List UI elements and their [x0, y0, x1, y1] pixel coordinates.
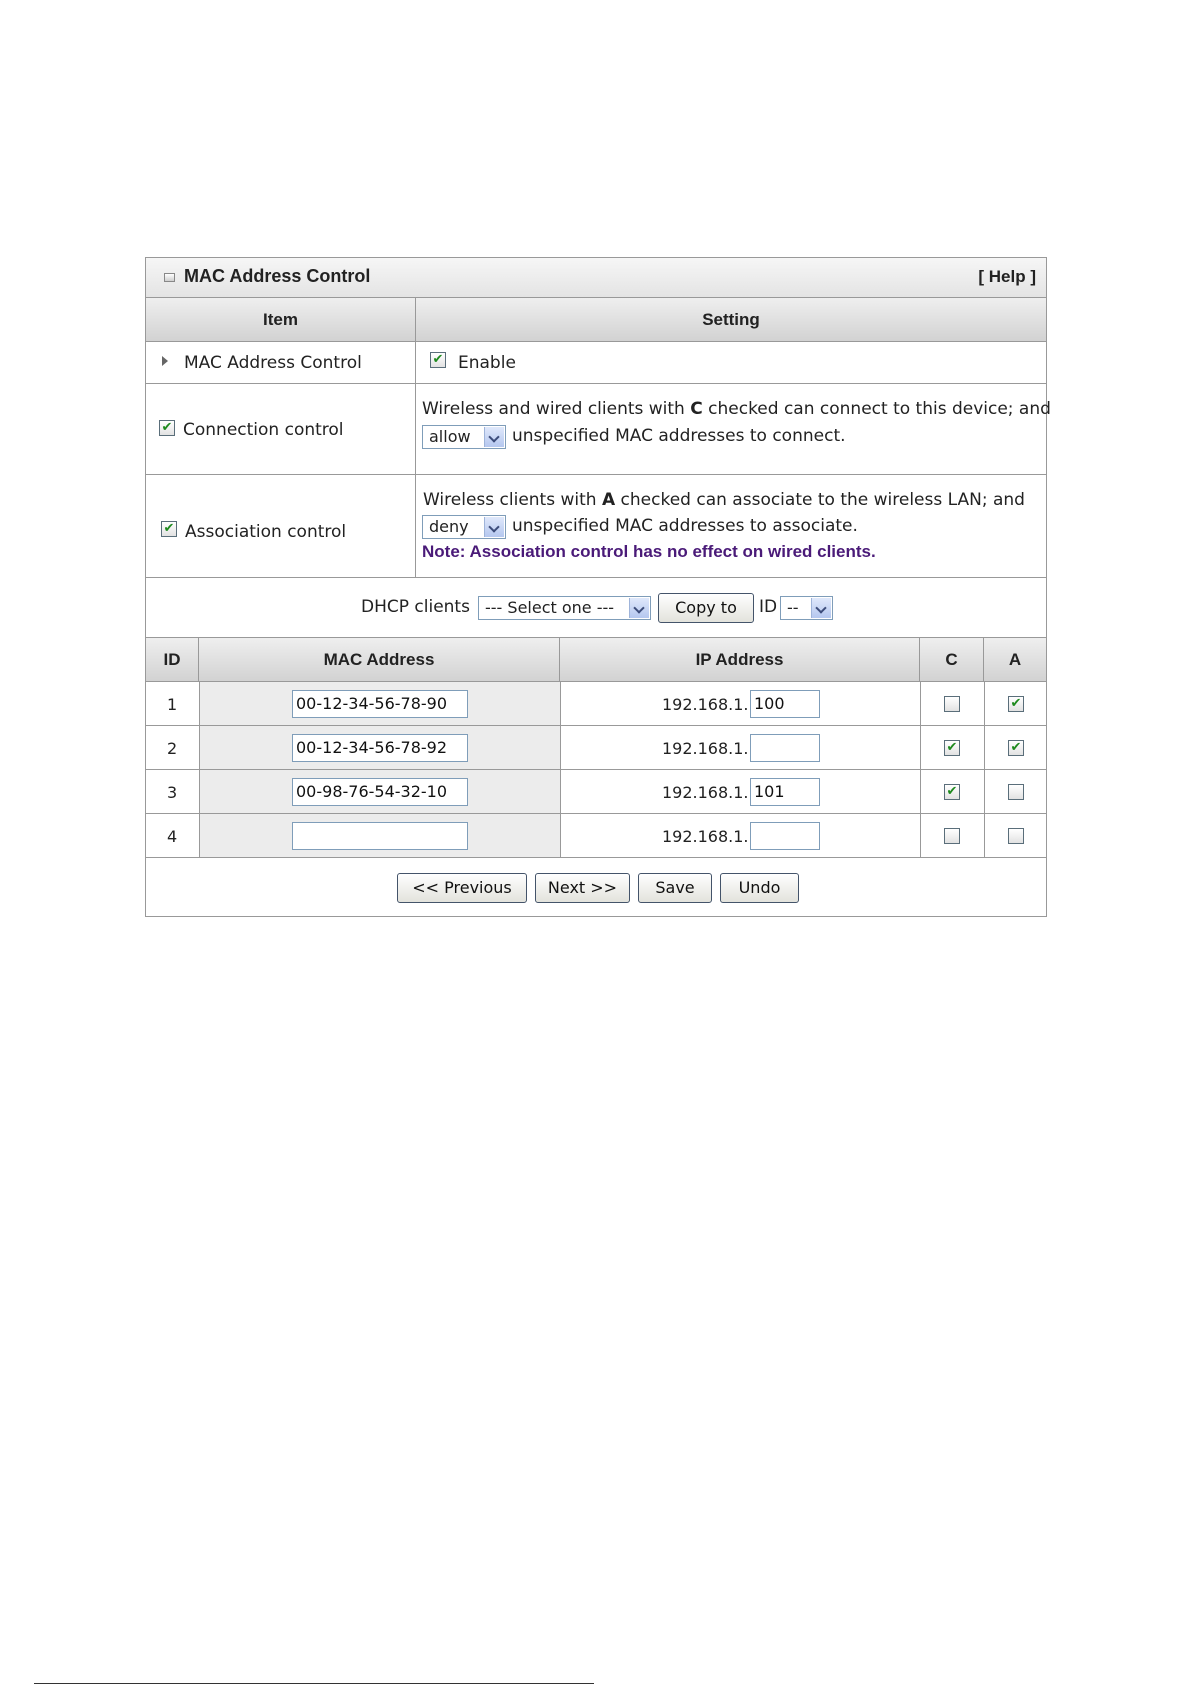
association-description-2: unspecified MAC addresses to associate. [512, 516, 858, 536]
ip-prefix: 192.168.1. [662, 783, 749, 802]
id-label: ID [759, 597, 778, 617]
dhcp-clients-label: DHCP clients [361, 597, 470, 617]
table-row [146, 726, 1046, 770]
ip-suffix-input[interactable]: 101 [750, 778, 820, 806]
connection-control-label: Connection control [183, 420, 344, 440]
item-column-header: Item [146, 298, 416, 342]
mac-control-row [146, 342, 1046, 384]
association-description: Wireless clients with A checked can associate to the wireless LAN; and [423, 490, 1025, 510]
association-control-row [146, 475, 1046, 578]
enable-label: Enable [458, 353, 516, 373]
ip-column-header: IP Address [560, 638, 920, 682]
connection-description: Wireless and wired clients with C checked can connect to this device; and [422, 399, 1051, 419]
chevron-down-icon [811, 598, 831, 618]
table-row [146, 814, 1046, 858]
a-checkbox[interactable] [1008, 784, 1024, 800]
panel-title: MAC Address Control [184, 266, 371, 286]
c-checkbox[interactable]: ✔ [944, 740, 960, 756]
c-checkbox[interactable] [944, 828, 960, 844]
row-id: 4 [167, 827, 178, 846]
a-checkbox[interactable]: ✔ [1008, 696, 1024, 712]
help-link[interactable]: [ Help ] [978, 267, 1036, 286]
a-checkbox[interactable] [1008, 828, 1024, 844]
enable-checkbox[interactable]: ✔ [430, 352, 446, 368]
next-button[interactable]: Next >> [535, 873, 630, 903]
c-checkbox[interactable]: ✔ [944, 784, 960, 800]
table-row [146, 682, 1046, 726]
mac-input[interactable]: 00-12-34-56-78-90 [292, 690, 468, 718]
mac-input[interactable]: 00-12-34-56-78-92 [292, 734, 468, 762]
ip-prefix: 192.168.1. [662, 739, 749, 758]
row-id: 2 [167, 739, 178, 758]
button-bar [146, 858, 1046, 916]
chevron-down-icon [484, 427, 504, 447]
panel-collapse-icon[interactable] [164, 273, 175, 282]
table-row [146, 770, 1046, 814]
copy-to-button[interactable]: Copy to [658, 593, 754, 623]
ip-suffix-input[interactable]: 100 [750, 690, 820, 718]
c-column-header: C [920, 638, 984, 682]
c-checkbox[interactable] [944, 696, 960, 712]
association-note: Note: Association control has no effect on wired clients. [422, 542, 876, 561]
mac-address-control-panel [145, 257, 1051, 917]
expand-arrow-icon [162, 356, 168, 366]
ip-prefix: 192.168.1. [662, 695, 749, 714]
copy-id-select[interactable]: -- [780, 596, 833, 620]
connection-policy-select[interactable]: allow [422, 425, 506, 449]
ip-suffix-input[interactable] [750, 822, 820, 850]
panel-titlebar [146, 258, 1046, 298]
previous-button[interactable]: << Previous [397, 873, 527, 903]
footer-rule [34, 1683, 594, 1684]
dhcp-row [146, 578, 1046, 638]
id-column-header: ID [146, 638, 199, 682]
row-id: 3 [167, 783, 178, 802]
save-button[interactable]: Save [638, 873, 712, 903]
a-checkbox[interactable]: ✔ [1008, 740, 1024, 756]
connection-description-2: unspecified MAC addresses to connect. [512, 426, 846, 446]
ip-prefix: 192.168.1. [662, 827, 749, 846]
connection-control-checkbox[interactable]: ✔ [159, 420, 175, 436]
connection-control-row [146, 384, 1051, 475]
mac-column-header: MAC Address [199, 638, 560, 682]
association-policy-select[interactable]: deny [422, 515, 506, 539]
undo-button[interactable]: Undo [720, 873, 799, 903]
association-control-checkbox[interactable]: ✔ [161, 521, 177, 537]
mac-input[interactable] [292, 822, 468, 850]
mac-input[interactable]: 00-98-76-54-32-10 [292, 778, 468, 806]
chevron-down-icon [484, 517, 504, 537]
a-column-header: A [984, 638, 1046, 682]
row-id: 1 [167, 695, 178, 714]
mac-control-label: MAC Address Control [184, 353, 362, 373]
dhcp-clients-select[interactable]: --- Select one --- [478, 596, 651, 620]
ip-suffix-input[interactable] [750, 734, 820, 762]
association-control-label: Association control [185, 522, 347, 542]
setting-column-header: Setting [416, 298, 1046, 342]
chevron-down-icon [629, 598, 649, 618]
